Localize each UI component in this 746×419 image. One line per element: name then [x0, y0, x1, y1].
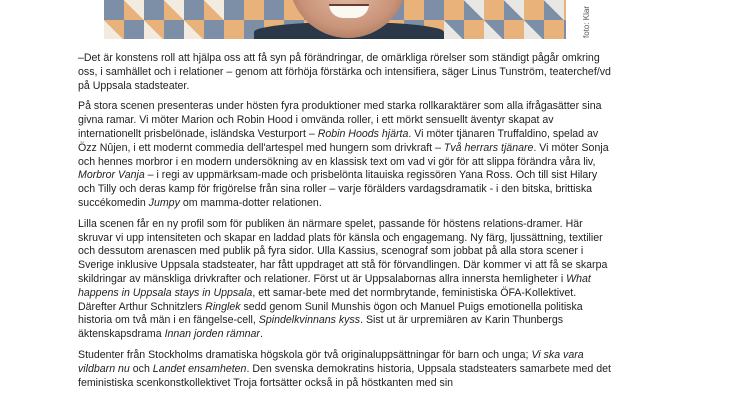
play-title-robin-hoods-hjarta: Robin Hoods hjärta — [317, 127, 409, 140]
header-photo — [104, 0, 566, 39]
play-title-jumpy: Jumpy — [148, 196, 180, 209]
play-title-what-happens-in-uppsala: What happens in Uppsala stays in Uppsala — [78, 272, 591, 299]
play-title-ringlek: Ringlek — [205, 300, 241, 313]
play-title-tva-herrars-tjanare: Två herrars tjänare — [443, 141, 534, 154]
paragraph-studenter — [78, 349, 612, 390]
text-run: Lilla scenen får en ny profil som för publiken än närmare spelet, passande för höstens relations-dramer. Här skruvar vi upp intensiteten och skapar en laddad plats för känsla och engagemang. Ny färg, ljussättning, textilier och dessutom arenascen med publik på fyra sidor. Ulla Kassius, scenograf som jobbat på alla stora scener i Sverige inklusive Uppsala stadsteater, har fått uppdraget att stå för förvandlingen. Där kommer vi att få se skarpa skildringar av mänskliga drivkrafter och relationer. Först ut är Uppsalabornas allra innersta hemligheter i — [78, 217, 608, 285]
text-run: , ett samar-bete med det normbrytande, feministiska ÖFA-Kollektivet. Därefter Arthur Schnitzlers — [78, 286, 577, 313]
play-title-morbror-vanja: Morbror Vanja — [78, 169, 145, 182]
photo-credit: foto: Klar — [582, 5, 591, 38]
play-title-landet-ensamheten: Landet ensamheten — [152, 362, 247, 375]
text-run: om mamma-dotter relationen. — [179, 196, 322, 209]
play-title-vi-ska-vara-vildbarn-nu: Vi ska vara vildbarn nu — [78, 348, 584, 375]
photo-background-right — [444, 0, 564, 39]
paragraph-stora-scenen — [78, 100, 612, 210]
text-run: Studenter från Stockholms dramatiska högskola gör två originaluppsättningar för barn och unga; — [78, 348, 532, 361]
play-title-spindelkvinnans-kyss: Spindelkvinnans kyss — [258, 314, 361, 327]
paragraph-lilla-scenen — [78, 218, 612, 342]
text-run: sedd genom Sunil Munshis ögon och Manuel Puigs emotionella politiska historia om två män i en fängelse-cell, — [78, 300, 583, 327]
text-run: . Vi möter tjänaren Truffaldino, spelad av Özz Nûjen, i ett modernt commedia dell'artespel med hungern som drivkraft – — [78, 127, 599, 154]
play-title-innan-jorden-ramnar: Innan jorden rämnar — [164, 328, 260, 341]
text-run: – i regi av uppmärksam-made och prisbelönta litauiska regissören Yana Ross. Och till sist Hilary och Tilly och deras kamp för frigörelse från sina roller – varje förälders vardagsdramatik - i den bitska, brittiska succékomedin — [78, 169, 598, 209]
text-run: . Vi möter Sonja och hennes morbror i en modern undersökning av en klassisk text om vad vi gör för att slippa förändra våra liv, — [78, 141, 609, 168]
text-run: . Den svenska demokratins historia, Uppsala stadsteaters samarbete med det feministiska scenkonstkollektivet Troja fortsätter också in på höstkanten med sin — [78, 362, 611, 389]
photo-smile — [329, 4, 369, 18]
text-run: och — [129, 362, 153, 375]
article-body — [78, 52, 612, 397]
text-run: . Sist ut är urpremiären av Karin Thunbergs äktenskapsdrama — [78, 314, 564, 341]
paragraph-quote: –Det är konstens roll att hjälpa oss att få syn på förändringar, de omärkliga rörelser som ständigt pågår omkring oss, i samhället och i relationer – genom att förhöja förstärka och intensifiera, säger Linus Tunström, teaterchef/vd på Uppsala stadsteater. — [78, 52, 611, 92]
text-run: . — [259, 328, 263, 341]
photo-background-left — [104, 0, 224, 39]
text-run: På stora scenen presenteras under hösten fyra produktioner med starka rollkaraktärer som alla ifrågasätter sina givna ramar. Vi möter Marion och Robin Hood i omvända roller, i ett mörkt sensuellt äventyr skapat av internationellt prisbelönade, isländska Vesturport – — [78, 100, 602, 140]
